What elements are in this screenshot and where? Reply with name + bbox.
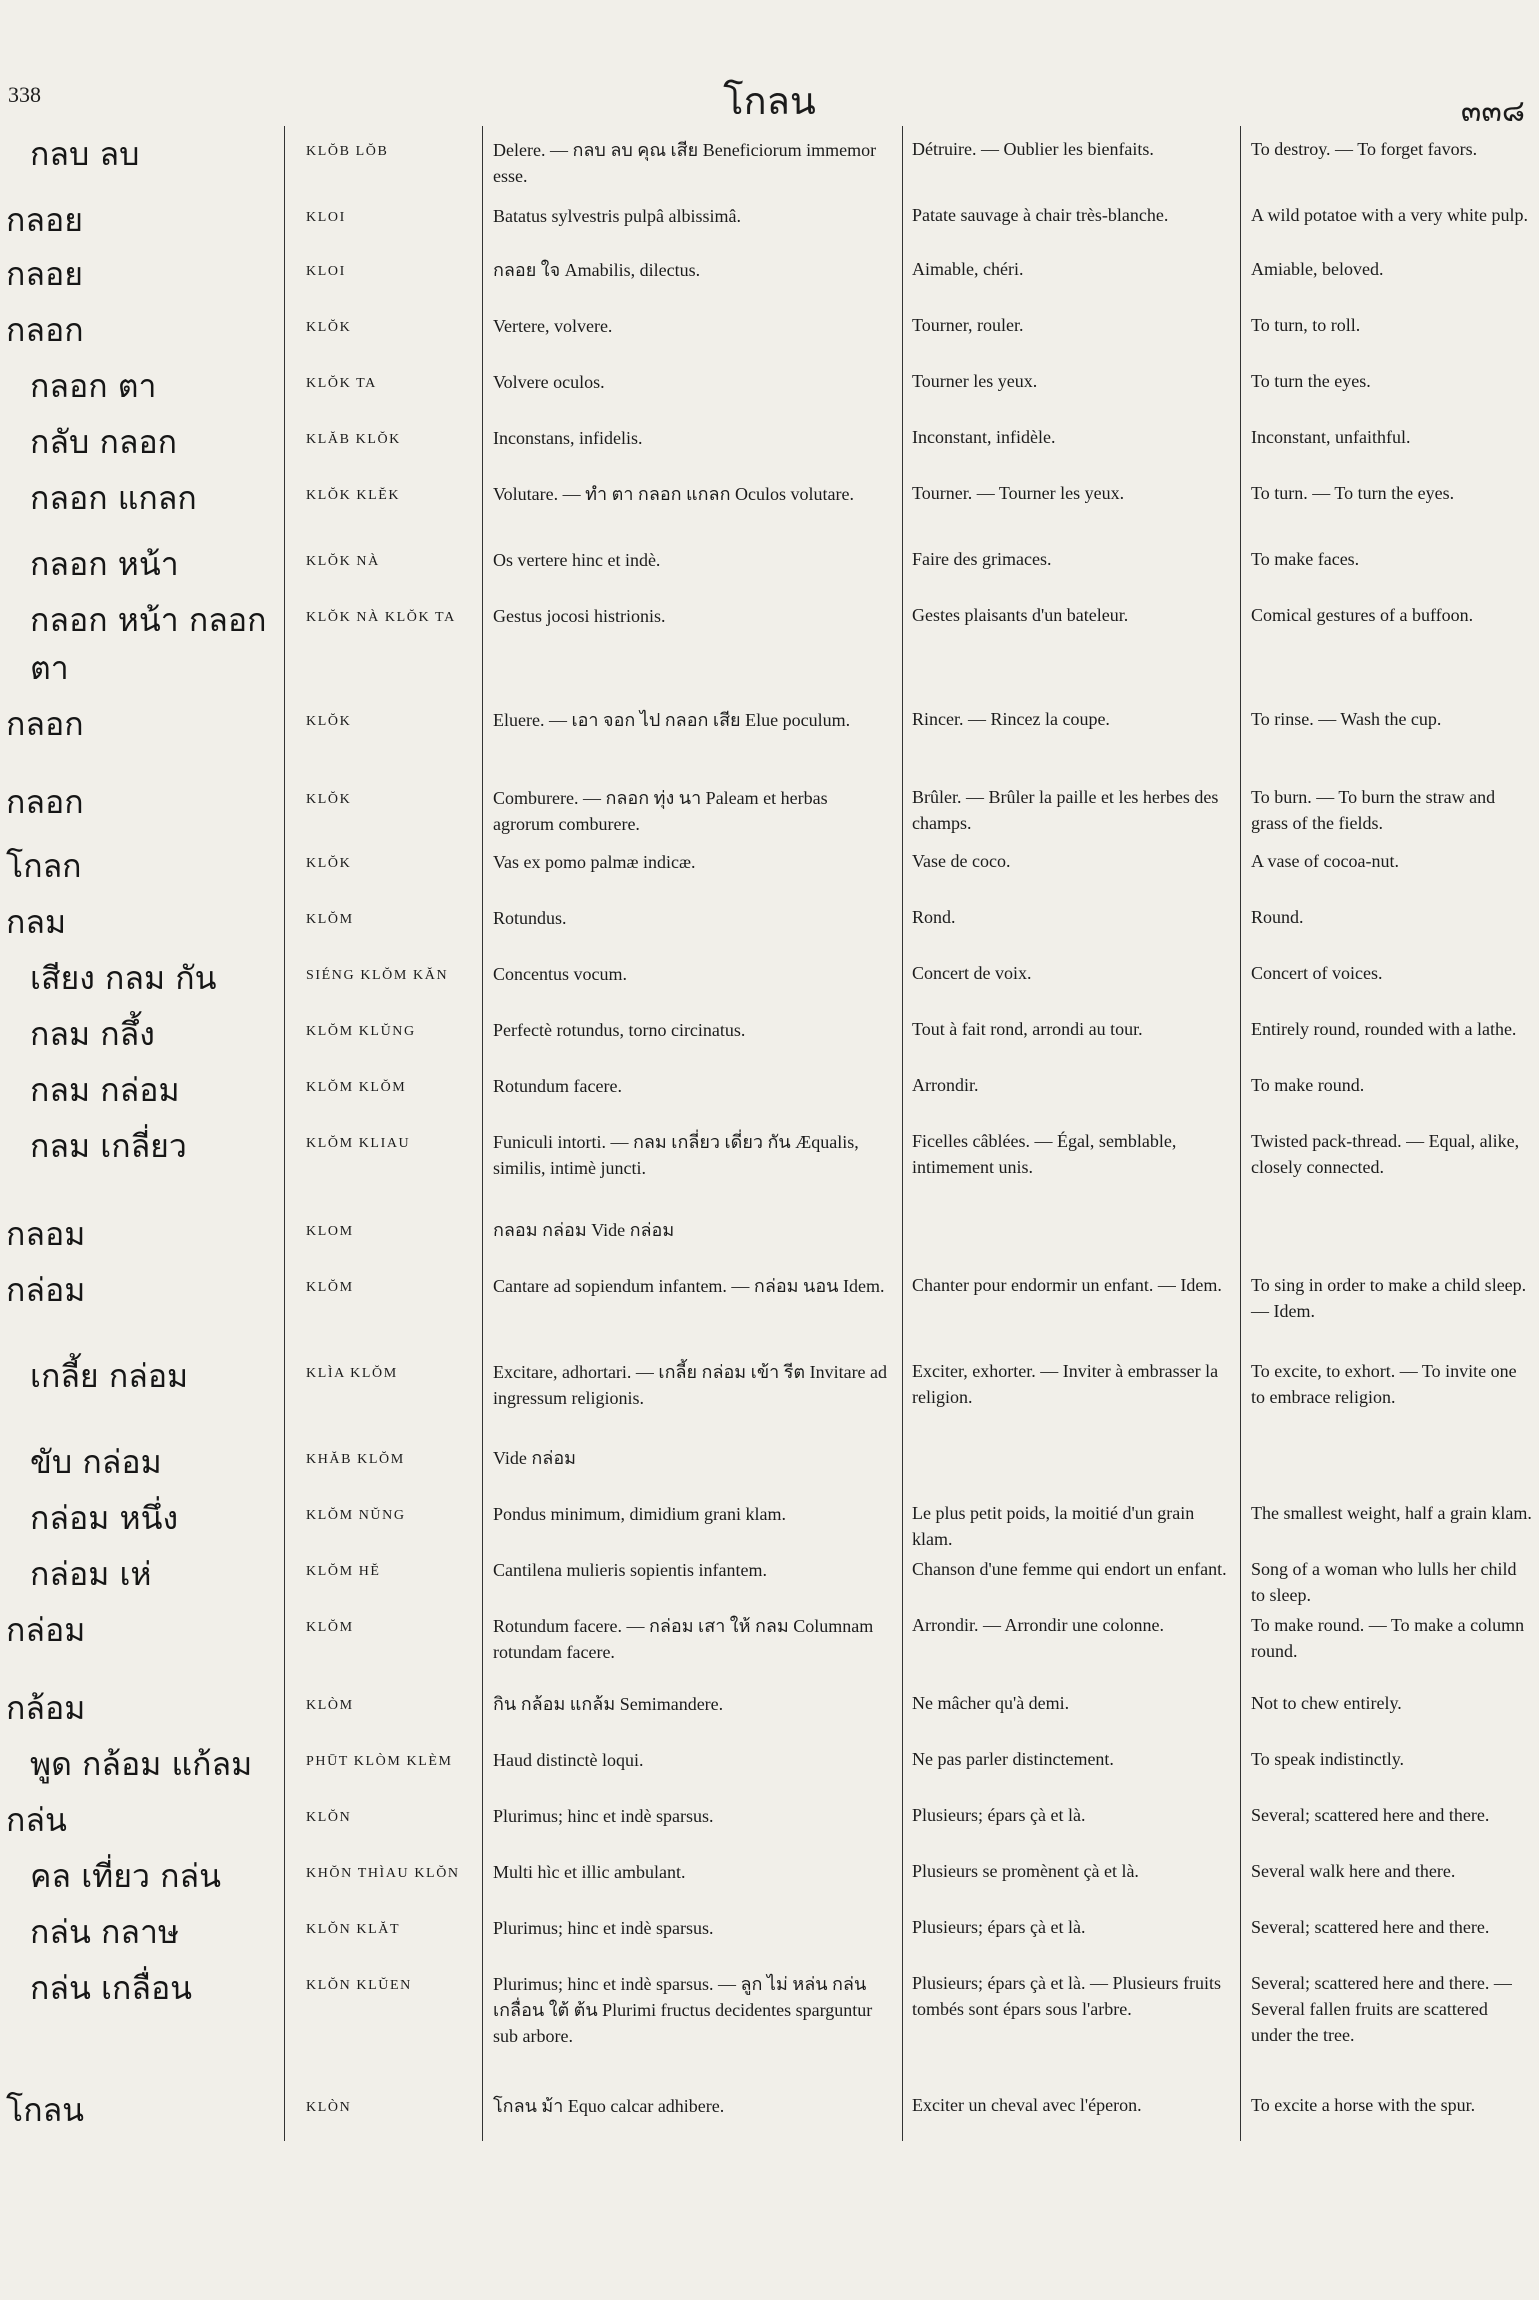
thai-headword: กลม bbox=[6, 903, 67, 941]
latin-definition: Rotundus. bbox=[493, 908, 567, 928]
romanization: KLÌA KLŎM bbox=[306, 1366, 398, 1381]
thai-headword: กลอก แกลก bbox=[30, 479, 197, 517]
romanization: KLŎK TA bbox=[306, 376, 377, 391]
romanization: KLŎM NŬNG bbox=[306, 1508, 406, 1523]
romanization: KLÒN bbox=[306, 2100, 352, 2115]
french-definition bbox=[912, 1438, 1232, 1444]
latin-definition: Rotundum facere. bbox=[493, 1076, 622, 1096]
romanization: KLÒM bbox=[306, 1698, 354, 1713]
french-definition: Plusieurs; épars çà et là. — Plusieurs fruits tombés sont épars sous l'arbre. bbox=[912, 1973, 1221, 2019]
french-definition: Plusieurs; épars çà et là. bbox=[912, 1805, 1086, 1825]
thai-headword: กลอย bbox=[6, 201, 83, 239]
thai-headword: กลอก หน้า bbox=[30, 545, 179, 583]
french-definition: Le plus petit poids, la moitié d'un grain klam. bbox=[912, 1503, 1195, 1549]
thai-headword: กล่อม bbox=[6, 1611, 86, 1649]
thai-headword: กลม กล่อม bbox=[30, 1071, 180, 1109]
latin-definition: Batatus sylvestris pulpâ albissimâ. bbox=[493, 206, 741, 226]
latin-definition: Volutare. — ทำ ตา กลอก แกลก Oculos volutare. bbox=[493, 484, 854, 504]
thai-headword: กล่น เกลื่อน bbox=[30, 1969, 193, 2007]
thai-headword: กลอก bbox=[6, 705, 84, 743]
english-definition: Comical gestures of a buffoon. bbox=[1251, 605, 1474, 625]
french-definition: Concert de voix. bbox=[912, 963, 1032, 983]
english-definition: To make round. bbox=[1251, 1075, 1365, 1095]
latin-definition: Vertere, volvere. bbox=[493, 316, 613, 336]
english-definition: To sing in order to make a child sleep. — Idem. bbox=[1251, 1275, 1527, 1321]
latin-definition: Vas ex pomo palmæ indicæ. bbox=[493, 852, 696, 872]
romanization: KLOI bbox=[306, 264, 346, 279]
latin-definition: Pondus minimum, dimidium grani klam. bbox=[493, 1504, 787, 1524]
latin-definition: Perfectè rotundus, torno circinatus. bbox=[493, 1020, 746, 1040]
french-definition: Détruire. — Oublier les bienfaits. bbox=[912, 139, 1154, 159]
romanization: KHŎN THÌAU KLŎN bbox=[306, 1866, 460, 1881]
romanization: KLŎK bbox=[306, 714, 352, 729]
latin-definition: Cantilena mulieris sopientis infantem. bbox=[493, 1560, 767, 1580]
romanization: KLŎK NÀ KLŎK TA bbox=[306, 610, 456, 625]
romanization: KLOI bbox=[306, 210, 346, 225]
latin-definition: Funiculi intorti. — กลม เกลี่ยว เดี่ยว กัน Æqualis, similis, intimè juncti. bbox=[493, 1132, 859, 1178]
french-definition: Tourner, rouler. bbox=[912, 315, 1024, 335]
romanization: KLŎN bbox=[306, 1810, 352, 1825]
latin-definition: กลอย ใจ Amabilis, dilectus. bbox=[493, 260, 701, 280]
english-definition: Several walk here and there. bbox=[1251, 1861, 1456, 1881]
latin-definition: Plurimus; hinc et indè sparsus. bbox=[493, 1918, 714, 1938]
thai-headword: กลอก bbox=[6, 311, 84, 349]
french-definition: Arrondir. bbox=[912, 1075, 979, 1095]
french-definition: Tourner. — Tourner les yeux. bbox=[912, 483, 1125, 503]
english-definition: To burn. — To burn the straw and grass of the fields. bbox=[1251, 787, 1496, 833]
thai-page-number: ๓๓๘ bbox=[1460, 94, 1525, 129]
french-definition: Plusieurs; épars çà et là. bbox=[912, 1917, 1086, 1937]
english-definition: Concert of voices. bbox=[1251, 963, 1383, 983]
latin-definition: Delere. — กลบ ลบ คุณ เสีย Beneficiorum immemor esse. bbox=[493, 140, 877, 186]
latin-definition: Eluere. — เอา จอก ไป กลอก เสีย Elue poculum. bbox=[493, 710, 851, 730]
romanization: KLŎN KLĂT bbox=[306, 1922, 401, 1937]
romanization: SIÉNG KLŎM KĂN bbox=[306, 968, 449, 983]
romanization: KLŎK NÀ bbox=[306, 554, 380, 569]
french-definition: Exciter, exhorter. — Inviter à embrasser la religion. bbox=[912, 1361, 1219, 1407]
english-definition: Several; scattered here and there. bbox=[1251, 1917, 1490, 1937]
latin-definition: Excitare, adhortari. — เกลี้ย กล่อม เข้า รีต Invitare ad ingressum religionis. bbox=[493, 1362, 888, 1408]
thai-headword: ขับ กล่อม bbox=[30, 1443, 162, 1481]
page-headword: โกลน bbox=[723, 79, 816, 123]
page-number: 338 bbox=[8, 82, 41, 107]
english-definition: To excite a horse with the spur. bbox=[1251, 2095, 1476, 2115]
english-definition bbox=[1251, 1210, 1533, 1216]
french-definition: Chanson d'une femme qui endort un enfant. bbox=[912, 1559, 1227, 1579]
latin-definition: Haud distinctè loqui. bbox=[493, 1750, 644, 1770]
english-definition: A vase of cocoa-nut. bbox=[1251, 851, 1399, 871]
french-definition: Aimable, chéri. bbox=[912, 259, 1024, 279]
romanization: KLŎM KLŎM bbox=[306, 1080, 407, 1095]
thai-headword: กล่อม หนึ่ง bbox=[30, 1499, 179, 1537]
english-definition: Song of a woman who lulls her child to sleep. bbox=[1251, 1559, 1517, 1605]
romanization: KLŎM bbox=[306, 1620, 354, 1635]
english-definition: To turn. — To turn the eyes. bbox=[1251, 483, 1455, 503]
latin-definition: Rotundum facere. — กล่อม เสา ให้ กลม Columnam rotundam facere. bbox=[493, 1616, 874, 1662]
english-definition: Several; scattered here and there. bbox=[1251, 1805, 1490, 1825]
romanization: KLŎB LŎB bbox=[306, 144, 389, 159]
english-definition: To speak indistinctly. bbox=[1251, 1749, 1405, 1769]
english-definition: To excite, to exhort. — To invite one to embrace religion. bbox=[1251, 1361, 1517, 1407]
english-definition: Round. bbox=[1251, 907, 1304, 927]
thai-headword: กล่อม เห่ bbox=[30, 1555, 152, 1593]
english-definition: To rinse. — Wash the cup. bbox=[1251, 709, 1442, 729]
latin-definition: Vide กล่อม bbox=[493, 1448, 577, 1468]
thai-headword: กลับ กลอก bbox=[30, 423, 178, 461]
romanization: KLŎM HĔ bbox=[306, 1564, 381, 1579]
english-definition: Amiable, beloved. bbox=[1251, 259, 1384, 279]
thai-headword: กลบ ลบ bbox=[30, 135, 140, 173]
thai-headword: โกลก bbox=[6, 847, 82, 885]
romanization: KLŎK bbox=[306, 792, 352, 807]
french-definition: Tout à fait rond, arrondi au tour. bbox=[912, 1019, 1143, 1039]
romanization: KLOM bbox=[306, 1224, 354, 1239]
thai-headword: กลอก bbox=[6, 783, 84, 821]
french-definition: Vase de coco. bbox=[912, 851, 1011, 871]
romanization: KLŎK bbox=[306, 856, 352, 871]
romanization: KLŎM KLŬNG bbox=[306, 1024, 416, 1039]
latin-definition: Multi hìc et illic ambulant. bbox=[493, 1862, 686, 1882]
french-definition: Rincer. — Rincez la coupe. bbox=[912, 709, 1110, 729]
romanization: KLĂB KLŎK bbox=[306, 432, 401, 447]
english-definition: To destroy. — To forget favors. bbox=[1251, 139, 1478, 159]
french-definition: Exciter un cheval avec l'éperon. bbox=[912, 2095, 1142, 2115]
english-definition: Twisted pack-thread. — Equal, alike, closely connected. bbox=[1251, 1131, 1520, 1177]
latin-definition: กลอม กล่อม Vide กล่อม bbox=[493, 1220, 675, 1240]
english-definition: Entirely round, rounded with a lathe. bbox=[1251, 1019, 1517, 1039]
french-definition: Brûler. — Brûler la paille et les herbes des champs. bbox=[912, 787, 1219, 833]
french-definition: Inconstant, infidèle. bbox=[912, 427, 1056, 447]
latin-definition: Plurimus; hinc et indè sparsus. — ลูก ไม่ หล่น กล่น เกลื่อน ใต้ ต้น Plurimi fructus decidentes sparguntur sub arbore. bbox=[493, 1974, 873, 2046]
latin-definition: Cantare ad sopiendum infantem. — กล่อม นอน Idem. bbox=[493, 1276, 885, 1296]
french-definition: Ne mâcher qu'à demi. bbox=[912, 1693, 1070, 1713]
french-definition: Plusieurs se promènent çà et là. bbox=[912, 1861, 1139, 1881]
english-definition: Not to chew entirely. bbox=[1251, 1693, 1402, 1713]
thai-headword: กล้อม bbox=[6, 1689, 86, 1727]
english-definition: The smallest weight, half a grain klam. bbox=[1251, 1503, 1532, 1523]
latin-definition: Gestus jocosi histrionis. bbox=[493, 606, 666, 626]
latin-definition: Plurimus; hinc et indè sparsus. bbox=[493, 1806, 714, 1826]
english-definition: Several; scattered here and there. — Several fallen fruits are scattered under the tree. bbox=[1251, 1973, 1512, 2045]
latin-definition: Os vertere hinc et indè. bbox=[493, 550, 661, 570]
thai-headword: กลอก หน้า กลอก ตา bbox=[30, 601, 267, 687]
english-definition: To turn, to roll. bbox=[1251, 315, 1361, 335]
french-definition: Rond. bbox=[912, 907, 956, 927]
thai-headword: กลอม bbox=[6, 1215, 86, 1253]
romanization: KLŎK KLĔK bbox=[306, 488, 401, 503]
english-definition: Inconstant, unfaithful. bbox=[1251, 427, 1411, 447]
thai-headword: โกลน bbox=[6, 2091, 85, 2129]
latin-definition: Inconstans, infidelis. bbox=[493, 428, 643, 448]
thai-headword: เกลี้ย กล่อม bbox=[30, 1357, 189, 1395]
french-definition: Ne pas parler distinctement. bbox=[912, 1749, 1114, 1769]
latin-definition: Volvere oculos. bbox=[493, 372, 605, 392]
french-definition: Gestes plaisants d'un bateleur. bbox=[912, 605, 1129, 625]
thai-headword: พูด กล้อม แก้ลม bbox=[30, 1745, 253, 1783]
english-definition: A wild potatoe with a very white pulp. bbox=[1251, 205, 1528, 225]
french-definition: Tourner les yeux. bbox=[912, 371, 1038, 391]
romanization: PHŪT KLÒM KLÈM bbox=[306, 1754, 453, 1769]
thai-headword: กลม เกลี่ยว bbox=[30, 1127, 187, 1165]
french-definition: Chanter pour endormir un enfant. — Idem. bbox=[912, 1275, 1222, 1295]
thai-headword: กล่อม bbox=[6, 1271, 86, 1309]
thai-headword: กลอก ตา bbox=[30, 367, 157, 405]
french-definition: Faire des grimaces. bbox=[912, 549, 1052, 569]
romanization: KLŎN KLŬEN bbox=[306, 1978, 412, 1993]
latin-definition: โกลน ม้า Equo calcar adhibere. bbox=[493, 2096, 725, 2116]
thai-headword: กล่น กลาษ bbox=[30, 1913, 180, 1951]
thai-headword: กล่น bbox=[6, 1801, 67, 1839]
romanization: KLŎM bbox=[306, 912, 354, 927]
thai-headword: กลอย bbox=[6, 255, 83, 293]
english-definition: To make round. — To make a column round. bbox=[1251, 1615, 1525, 1661]
latin-definition: กิน กล้อม แกล้ม Semimandere. bbox=[493, 1694, 724, 1714]
french-definition: Patate sauvage à chair très-blanche. bbox=[912, 205, 1169, 225]
romanization: KLŎK bbox=[306, 320, 352, 335]
english-definition: To make faces. bbox=[1251, 549, 1360, 569]
french-definition: Ficelles câblées. — Égal, semblable, intimement unis. bbox=[912, 1131, 1177, 1177]
french-definition bbox=[912, 1210, 1232, 1216]
english-definition: To turn the eyes. bbox=[1251, 371, 1371, 391]
romanization: KLŎM KLIAU bbox=[306, 1136, 411, 1151]
latin-definition: Comburere. — กลอก ทุ่ง นา Paleam et herbas agrorum comburere. bbox=[493, 788, 828, 834]
thai-headword: เสียง กลม กัน bbox=[30, 959, 217, 997]
french-definition: Arrondir. — Arrondir une colonne. bbox=[912, 1615, 1164, 1635]
english-definition bbox=[1251, 1438, 1533, 1444]
latin-definition: Concentus vocum. bbox=[493, 964, 627, 984]
thai-headword: กลม กลึ้ง bbox=[30, 1015, 155, 1053]
thai-headword: คล เที่ยว กล่น bbox=[30, 1857, 221, 1895]
romanization: KLŎM bbox=[306, 1280, 354, 1295]
romanization: KHĂB KLŎM bbox=[306, 1452, 405, 1467]
